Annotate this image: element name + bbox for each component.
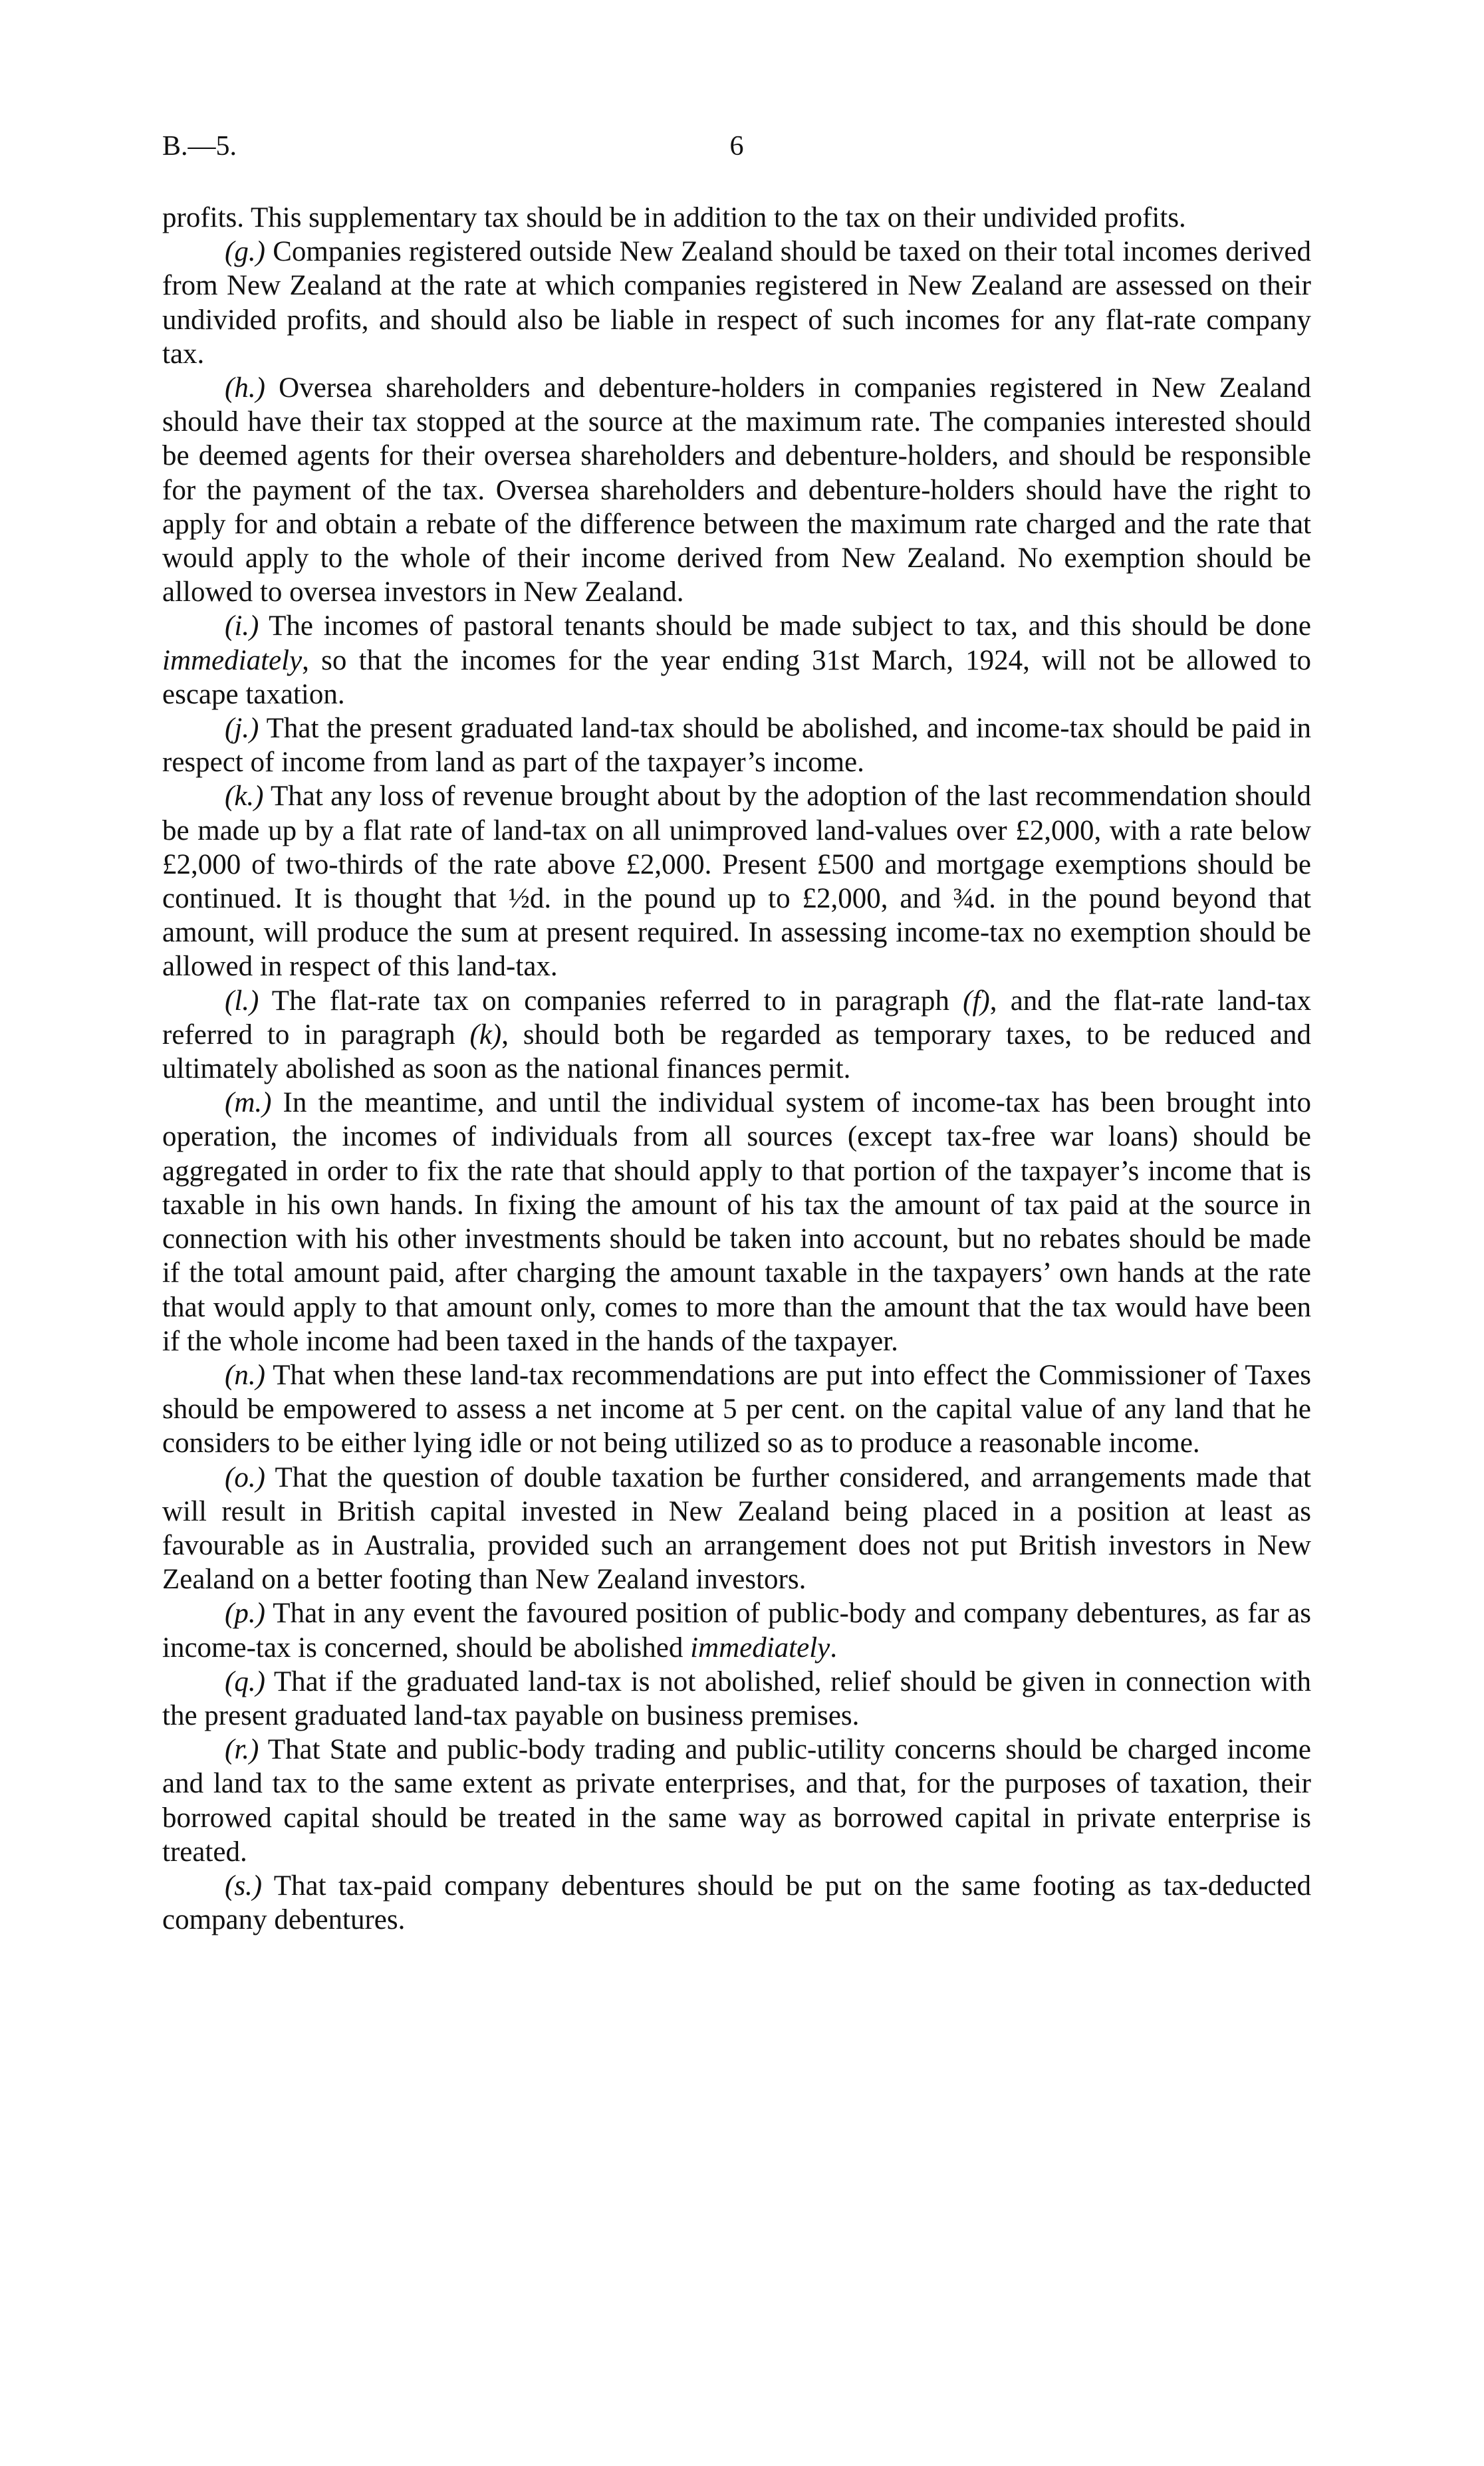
paragraph-label: (r.) [225, 1734, 259, 1766]
paragraph-k: (k.) That any loss of revenue brought about by the adoption of the last recommendation should be made up by a flat rate of land-tax on all unimproved land-values over £2,000, with a rate below £2,000 of two-thirds of the rate above £2,000. Present £500 and mortgage exemptions should be continued. It is thought that ½d. in the pound up to £2,000, and ¾d. in the pound beyond that amount, will produce the sum at present required. In assessing income-tax no exemption should be allowed in respect of this land-tax. [162, 781, 1311, 983]
paragraph-continuation: profits. This supplementary tax should be in addition to the tax on their undivided profits. [162, 202, 1186, 233]
paragraph-label: (i.) [225, 610, 259, 642]
body-text [162, 201, 1311, 1937]
paragraph-j: (j.) That the present graduated land-tax should be abolished, and income-tax should be paid in respect of income from land as part of the taxpayer’s income. [162, 713, 1311, 779]
emphasis: immediately [690, 1632, 830, 1664]
paragraph-o: (o.) That the question of double taxation be further considered, and arrangements made that will result in British capital invested in New Zealand being placed in a position at least as favourable as in Australia, provided such an arrangement does not put British investors in New Zealand on a better footing than New Zealand investors. [162, 1461, 1311, 1596]
paragraph-label: (o.) [225, 1461, 265, 1493]
paragraph-r: (r.) That State and public-body trading and public-utility concerns should be charged income and land tax to the same extent as private enterprises, and that, for the purposes of taxation, their borrowed capital should be treated in the same way as borrowed capital in private enterprise is treated. [162, 1734, 1311, 1868]
paragraph-i: (i.) The incomes of pastoral tenants should be made subject to tax, and this should be done immediately, so that the incomes for the year ending 31st March, 1924, will not be allowed to escape taxation. [162, 610, 1311, 710]
paragraph-label: (s.) [225, 1870, 263, 1902]
page-header [162, 130, 1311, 177]
emphasis: (f) [963, 985, 990, 1017]
paragraph-label: (k.) [225, 781, 264, 812]
emphasis: (k) [469, 1019, 502, 1050]
paragraph-g: (g.) Companies registered outside New Zealand should be taxed on their total incomes derived from New Zealand at the rate at which companies registered in New Zealand are assessed on their undivided profits, and should also be liable in respect of such incomes for any flat-rate company tax. [162, 236, 1311, 370]
document-reference: B.—5. [162, 131, 237, 162]
paragraph-q: (q.) That if the graduated land-tax is not abolished, relief should be given in connection with the present graduated land-tax payable on business premises. [162, 1665, 1311, 1731]
paragraph-m: (m.) In the meantime, and until the individual system of income-tax has been brought into operation, the incomes of individuals from all sources (except tax-free war loans) should be aggregated in order to fix the rate that should apply to that portion of the taxpayer’s income that is taxable in his own hands. In fixing the amount of his tax the amount of tax paid at the source in connection with his other investments should be taken into account, but no rebates should be made if the total amount paid, after charging the amount taxable in the taxpayers’ own hands at the rate that would apply to that amount only, comes to more than the amount that the tax would have been if the whole income had been taxed in the hands of the taxpayer. [162, 1087, 1311, 1357]
paragraph-l: (l.) The flat-rate tax on companies referred to in paragraph (f), and the flat-rate land-tax referred to in paragraph (k), should both be regarded as temporary taxes, to be reduced and ultimately abolished as soon as the national finances permit. [162, 985, 1311, 1085]
paragraph-h: (h.) Oversea shareholders and debenture-holders in companies registered in New Zealand should have their tax stopped at the source at the maximum rate. The companies interested should be deemed agents for their oversea shareholders and debenture-holders, and should be responsible for the payment of the tax. Oversea shareholders and debenture-holders should have the right to apply for and obtain a rebate of the difference between the maximum rate charged and the rate that would apply to the whole of their income derived from New Zealand. No exemption should be allowed to oversea investors in New Zealand. [162, 372, 1311, 608]
paragraph-label: (h.) [225, 372, 265, 404]
paragraph-label: (g.) [225, 236, 265, 268]
paragraph-label: (p.) [225, 1598, 265, 1630]
paragraph-n: (n.) That when these land-tax recommendations are put into effect the Commissioner of Taxes should be empowered to assess a net income at 5 per cent. on the capital value of any land that he considers to be either lying idle or not being utilized so as to produce a reasonable income. [162, 1359, 1311, 1459]
paragraph-label: (l.) [225, 985, 259, 1017]
paragraph-p: (p.) That in any event the favoured position of public-body and company debentures, as far as income-tax is concerned, should be abolished immediately. [162, 1598, 1311, 1664]
paragraph-label: (n.) [225, 1359, 265, 1391]
paragraph-s: (s.) That tax-paid company debentures should be put on the same footing as tax-deducted company debentures. [162, 1870, 1311, 1936]
paragraph-label: (j.) [225, 713, 259, 745]
paragraph-label: (m.) [225, 1087, 272, 1119]
paragraph-label: (q.) [225, 1665, 265, 1697]
emphasis: immediately [162, 644, 303, 676]
page-number: 6 [729, 131, 744, 162]
